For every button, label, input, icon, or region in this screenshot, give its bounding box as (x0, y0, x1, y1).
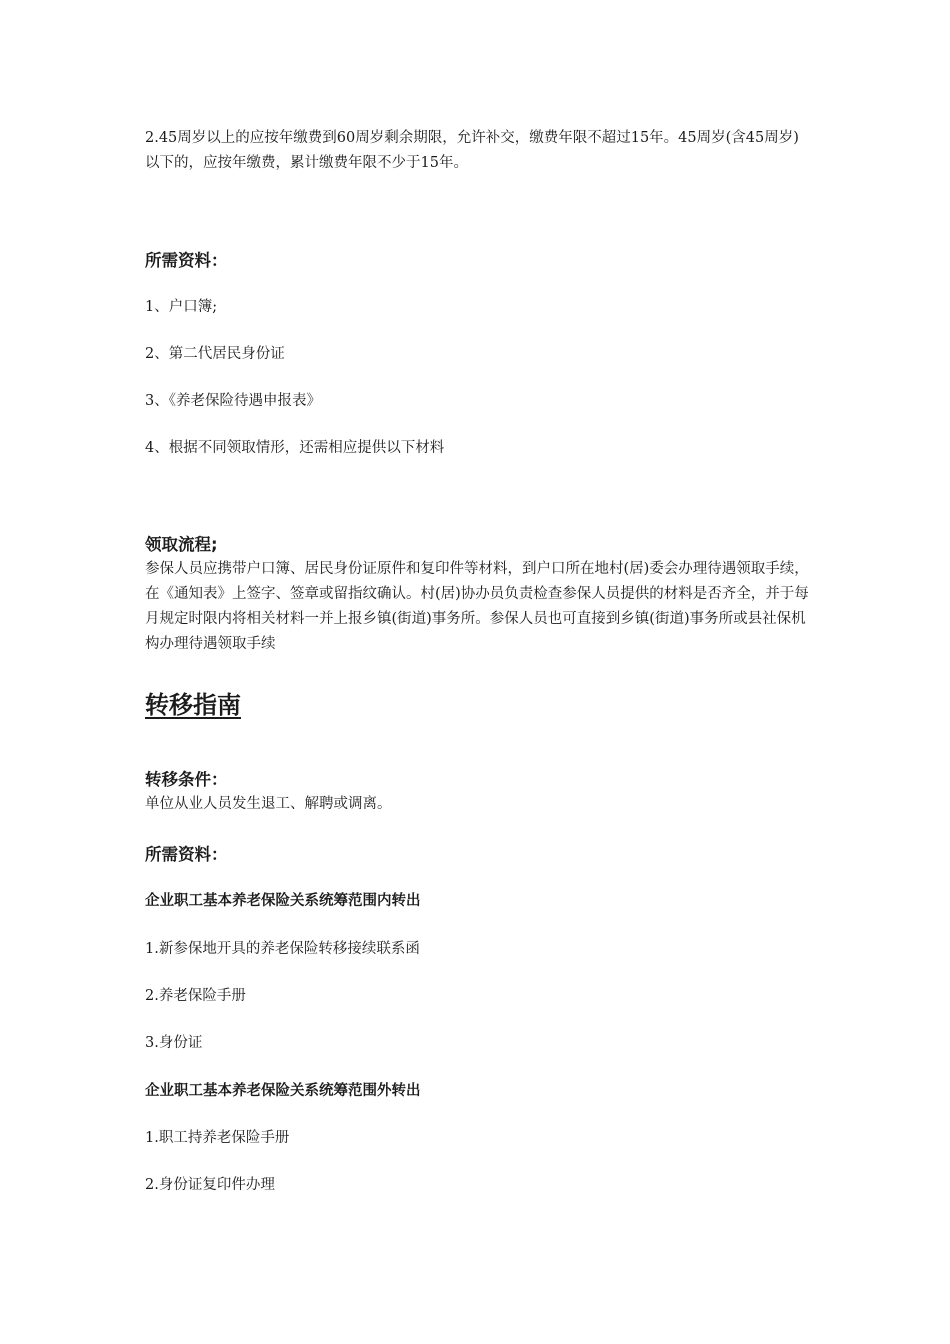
within-scope-heading: 企业职工基本养老保险关系统筹范围内转出 (145, 893, 421, 909)
within-scope-item: 1.新参保地开具的养老保险转移接续联系函 (145, 941, 420, 957)
section-title-transfer: 转移指南 (145, 691, 241, 719)
material-item: 2、第二代居民身份证 (145, 346, 285, 362)
transfer-conditions-text: 单位从业人员发生退工、解聘或调离。 (145, 796, 392, 812)
outside-scope-heading: 企业职工基本养老保险关系统筹范围外转出 (145, 1083, 421, 1099)
intro-paragraph: 2.45周岁以上的应按年缴费到60周岁剩余期限，允许补交，缴费年限不超过15年。45周岁(含45周岁)以下的，应按年缴费，累计缴费年限不少于15年。 (145, 130, 799, 171)
materials-heading: 所需资料： (145, 251, 228, 270)
transfer-conditions-heading: 转移条件： (145, 770, 228, 789)
within-scope-item: 2.养老保险手册 (145, 988, 246, 1004)
outside-scope-item: 2.身份证复印件办理 (145, 1177, 275, 1193)
outside-scope-item: 1.职工持养老保险手册 (145, 1130, 290, 1146)
process-heading: 领取流程; (145, 535, 218, 554)
material-item: 3、《养老保险待遇申报表》 (145, 393, 321, 409)
transfer-materials-heading: 所需资料： (145, 845, 228, 864)
process-paragraph: 参保人员应携带户口簿、居民身份证原件和复印件等材料，到户口所在地村(居)委会办理待遇领取手续，在《通知表》上签字、签章或留指纹确认。村(居)协办员负责检查参保人员提供的材料是否齐全，并于每月规定时限内将相关材料一并上报乡镇(街道)事务所。参保人员也可直接到乡镇(街道)事务所或县社保机构办理待遇领取手续 (145, 561, 809, 652)
material-item: 1、户口簿; (145, 299, 218, 315)
within-scope-item: 3.身份证 (145, 1035, 203, 1051)
material-item: 4、根据不同领取情形，还需相应提供以下材料 (145, 440, 445, 456)
